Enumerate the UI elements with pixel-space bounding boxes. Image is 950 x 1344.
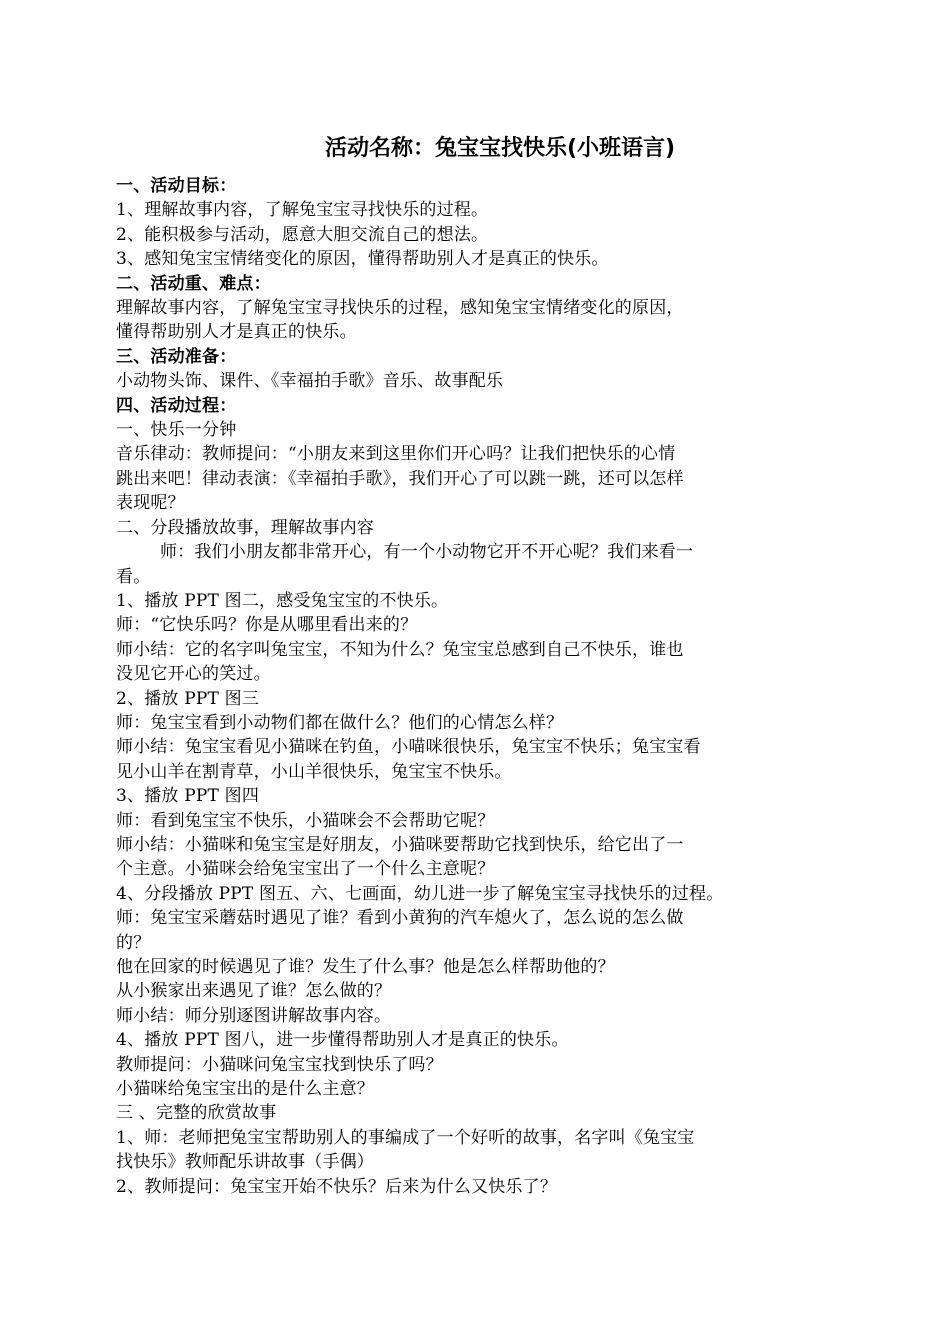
text-line: 3、播放 PPT 图四	[116, 786, 260, 807]
text-line: 一、快乐一分钟	[116, 420, 237, 441]
text-line: 师小结：兔宝宝看见小猫咪在钓鱼，小喵咪很快乐，兔宝宝不快乐；兔宝宝看	[116, 737, 701, 758]
text-line: 找快乐》教师配乐讲故事（手偶）	[116, 1152, 374, 1173]
text-line: 音乐律动：教师提问：“小朋友来到这里你们开心吗？让我们把快乐的心情	[116, 444, 676, 465]
text-line: 3、感知兔宝宝情绪变化的原因，懂得帮助别人才是真正的快乐。	[116, 249, 609, 270]
text-line: 1、播放 PPT 图二，感受兔宝宝的不快乐。	[116, 590, 449, 611]
text-line: 表现呢？	[116, 493, 185, 514]
text-line: 4、分段播放 PPT 图五、六、七画面，幼儿进一步了解兔宝宝寻找快乐的过程。	[116, 883, 724, 904]
text-line: 1、师：老师把兔宝宝帮助别人的事编成了一个好听的故事，名字叫《兔宝宝	[116, 1127, 695, 1148]
text-line: 师小结：小猫咪和兔宝宝是好朋友，小猫咪要帮助它找到快乐，给它出了一	[116, 834, 684, 855]
document-page	[116, 132, 844, 1199]
text-line: 小猫咪给兔宝宝出的是什么主意？	[116, 1079, 374, 1100]
text-line: 小动物头饰、课件、《幸福拍手歌》音乐、故事配乐	[116, 371, 504, 392]
text-line: 跳出来吧！律动表演：《幸福拍手歌》，我们开心了可以跳一跳，还可以怎样	[116, 468, 684, 489]
text-line: 4、播放 PPT 图八，进一步懂得帮助别人才是真正的快乐。	[116, 1030, 569, 1051]
text-line: 师：我们小朋友都非常开心，有一个小动物它开不开心呢？我们来看一	[160, 542, 694, 563]
text-line: 三 、完整的欣赏故事	[116, 1103, 277, 1124]
document-title: 活动名称：兔宝宝找快乐(小班语言)	[324, 136, 676, 161]
section-heading: 一、活动目标：	[116, 176, 237, 196]
text-line: 2、能积极参与活动，愿意大胆交流自己的想法。	[116, 224, 489, 245]
section-heading: 二、活动重、难点：	[116, 273, 271, 294]
text-line: 2、播放 PPT 图三	[116, 688, 260, 709]
text-line: 师小结：它的名字叫兔宝宝，不知为什么？兔宝宝总感到自己不快乐，谁也	[116, 639, 684, 660]
text-line: 懂得帮助别人才是真正的快乐。	[116, 322, 357, 343]
text-line: 师小结：师分别逐图讲解故事内容。	[116, 1005, 392, 1026]
document-body	[116, 174, 844, 1199]
text-line: 从小猴家出来遇见了谁？怎么做的？	[116, 981, 392, 1002]
section-heading: 四、活动过程：	[116, 395, 237, 416]
text-line: 教师提问：小猫咪问兔宝宝找到快乐了吗？	[116, 1054, 443, 1075]
text-line: 的？	[116, 932, 151, 953]
text-line: 师：“它快乐吗？你是从哪里看出来的？	[116, 615, 418, 636]
text-line: 个主意。小猫咪会给兔宝宝出了一个什么主意呢？	[116, 859, 495, 880]
text-line: 他在回家的时候遇见了谁？发生了什么事？他是怎么样帮助他的？	[116, 957, 615, 977]
text-line: 没见它开心的笑过。	[116, 664, 271, 685]
section-heading: 三、活动准备：	[116, 346, 237, 367]
text-line: 二、分段播放故事，理解故事内容	[116, 517, 374, 538]
text-line: 理解故事内容，了解兔宝宝寻找快乐的过程，感知兔宝宝情绪变化的原因，	[116, 298, 684, 319]
text-line: 师：兔宝宝采蘑菇时遇见了谁？看到小黄狗的汽车熄火了，怎么说的怎么做	[116, 908, 684, 929]
text-line: 师：兔宝宝看到小动物们都在做什么？他们的心情怎么样？	[116, 712, 564, 733]
text-line: 师：看到兔宝宝不快乐，小猫咪会不会帮助它呢？	[116, 810, 495, 831]
text-line: 看。	[116, 566, 151, 587]
text-line: 2、教师提问：兔宝宝开始不快乐？后来为什么又快乐了？	[116, 1176, 558, 1197]
text-line: 见小山羊在割青草，小山羊很快乐，兔宝宝不快乐。	[116, 761, 512, 782]
text-line: 1、理解故事内容，了解兔宝宝寻找快乐的过程。	[116, 200, 489, 221]
